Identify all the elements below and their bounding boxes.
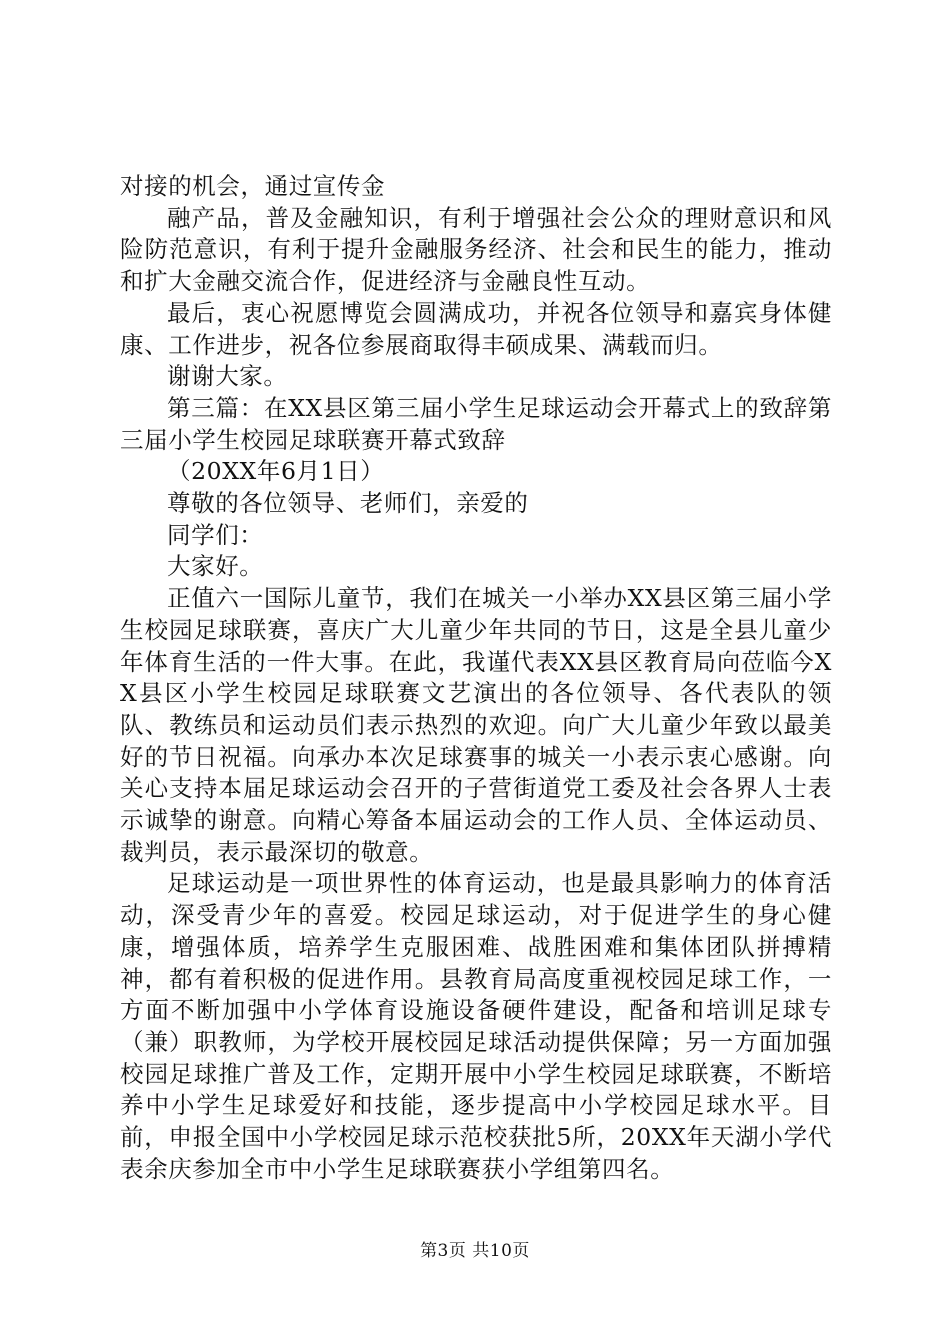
paragraph-3: 最后，衷心祝愿博览会圆满成功，并祝各位领导和嘉宾身体健康、工作进步，祝各位参展商取得丰硕成果、满载而归。 [120,298,832,359]
paragraph-1: 对接的机会，通过宣传金 [120,172,386,200]
salutation-line-2: 同学们： [167,520,264,549]
salutation-line: 尊敬的各位领导、老师们，亲爱的 [167,489,529,518]
paragraph-2: 融产品，普及金融知识，有利于增强社会公众的理财意识和风险防范意识，有利于提升金融服务经济、社会和民生的能力，推动和扩大金融交流合作，促进经济与金融良性互动。 [120,203,832,296]
page-number-footer: 第3页 共10页 [420,1241,530,1261]
paragraph-11: 足球运动是一项世界性的体育运动，也是最具影响力的体育活动，深受青少年的喜爱。校园足球运动，对于促进学生的身心健康，增强体质，培养学生克服困难、战胜困难和集体团队拼搏精神，都有着积极的促进作用。县教育局高度重视校园足球工作，一方面不断加强中小学体育设施设备硬件建设，配备和培训足球专（兼）职教师，为学校开展校园足球活动提供保障；另一方面加强校园足球推广普及工作，定期开展中小学生校园足球联赛，不断培养中小学生足球爱好和技能，逐步提高中小学校园足球水平。目前，申报全国中小学校园足球示范校获批5所，20XX年天湖小学代表余庆参加全市中小学生足球联赛获小学组第四名。 [120,869,832,1183]
document-body [120,171,832,1186]
greeting-line: 大家好。 [167,552,264,581]
paragraph-4: 谢谢大家。 [167,362,288,391]
section-heading: 第三篇：在XX县区第三届小学生足球运动会开幕式上的致辞第三届小学生校园足球联赛开幕式致辞 [120,393,832,454]
paragraph-10: 正值六一国际儿童节，我们在城关一小举办XX县区第三届小学生校园足球联赛，喜庆广大儿童少年共同的节日，这是全县儿童少年体育生活的一件大事。在此，我谨代表XX县区教育局向莅临今XX县区小学生校园足球联赛文艺演出的各位领导、各代表队的领队、教练员和运动员们表示热烈的欢迎。向广大儿童少年致以最美好的节日祝福。向承办本次足球赛事的城关一小表示衷心感谢。向关心支持本届足球运动会召开的子营街道党工委及社会各界人士表示诚挚的谢意。向精心筹备本届运动会的工作人员、全体运动员、裁判员，表示最深切的敬意。 [120,584,832,866]
date-line: （20XX年6月1日） [167,457,385,486]
